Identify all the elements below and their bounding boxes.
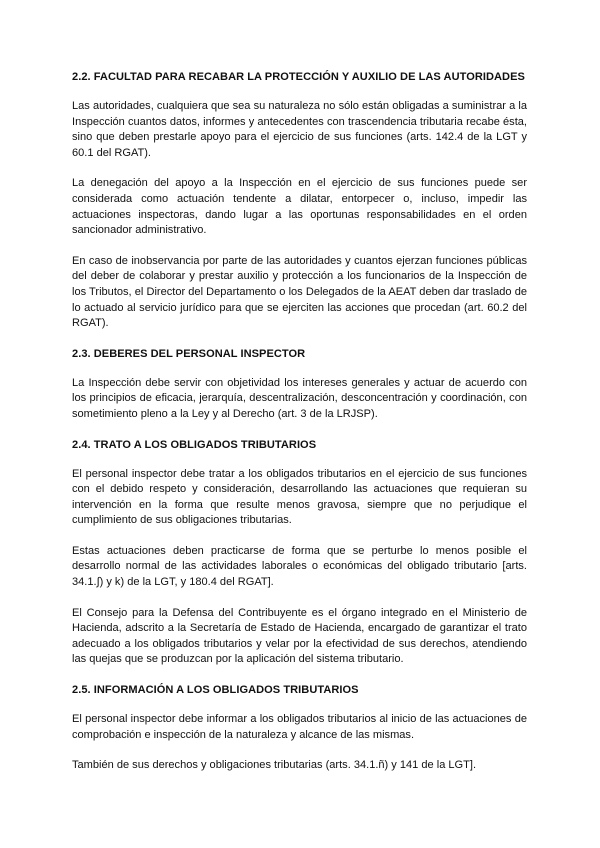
section-facultad-proteccion [72, 70, 527, 332]
paragraph: Las autoridades, cualquiera que sea su naturaleza no sólo están obligadas a suministrar a la Inspección cuantos datos, informes y antecedentes con trascendencia tributaria recabe ésta, sino que deben prestarle apoyo para el ejercicio de sus funciones (arts. 142.4 de la LGT y 60.1 del RGAT). [72, 100, 527, 159]
document-page [72, 70, 527, 789]
paragraph: También de sus derechos y obligaciones tributarias (arts. 34.1.ñ) y 141 de la LGT]. [72, 759, 477, 772]
paragraph: El Consejo para la Defensa del Contribuyente es el órgano integrado en el Ministerio de Hacienda, adscrito a la Secretaría de Estado de Hacienda, encargado de garantizar el trato adecuado a los obligados tributarios y velar por la efectividad de sus derechos, atendiendo las quejas que se produzcan por la aplicación del sistema tributario. [72, 606, 527, 666]
section-informacion-obligados [72, 683, 527, 774]
section-deberes-personal [72, 347, 527, 423]
section-trato-obligados [72, 438, 527, 669]
paragraph: En caso de inobservancia por parte de las autoridades y cuantos ejerzan funciones públicas del deber de colaborar y prestar auxilio y protección a los funcionarios de la Inspección de los Tributos, el Director del Departamento o los Delegados de la AEAT deben dar traslado de lo actuado al servicio jurídico para que se ejerciten las acciones que procedan (art. 60.2 del RGAT). [72, 254, 527, 330]
paragraph: El personal inspector debe tratar a los obligados tributarios en el ejercicio de sus funciones con el debido respeto y consideración, desarrollando las actuaciones que requieran su intervención en la forma que resulte menos gravosa, siempre que no perjudique el cumplimiento de sus obligaciones tributarias. [72, 467, 527, 527]
section-heading: 2.3. DEBERES DEL PERSONAL INSPECTOR [72, 347, 306, 360]
paragraph: Estas actuaciones deben practicarse de forma que se perturbe lo menos posible el desarrollo normal de las actividades laborales o económicas del obligado tributario [arts. 34.1.∫) y k) de la LGT, y 180.4 del RGAT]. [72, 544, 527, 589]
section-heading: 2.2. FACULTAD PARA RECABAR LA PROTECCIÓN Y AUXILIO DE LAS AUTORIDADES [72, 71, 525, 83]
paragraph: El personal inspector debe informar a los obligados tributarios al inicio de las actuaciones de comprobación e inspección de la naturaleza y alcance de las mismas. [72, 713, 527, 741]
section-heading: 2.4. TRATO A LOS OBLIGADOS TRIBUTARIOS [72, 438, 317, 451]
paragraph: La denegación del apoyo a la Inspección en el ejercicio de sus funciones puede ser considerada como actuación tendente a dilatar, entorpecer o, incluso, impedir las actuaciones inspectoras, dando lugar a las oportunas responsabilidades en el orden sancionador administrativo. [72, 177, 527, 237]
section-heading: 2.5. INFORMACIÓN A LOS OBLIGADOS TRIBUTARIOS [72, 684, 359, 697]
paragraph: La Inspección debe servir con objetividad los intereses generales y actuar de acuerdo con los principios de eficacia, jerarquía, descentralización, desconcentración y coordinación, con sometimiento pleno a la Ley y al Derecho (art. 3 de la LRJSP). [72, 376, 527, 420]
